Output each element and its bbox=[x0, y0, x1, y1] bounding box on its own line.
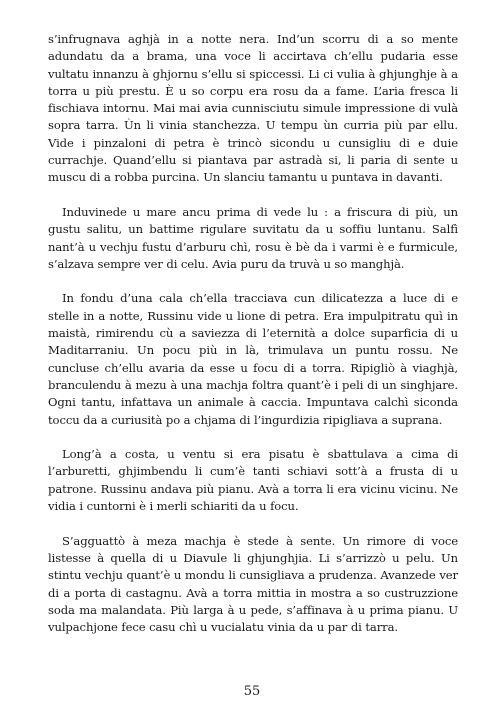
page-body bbox=[48, 31, 458, 654]
paragraph-1: s’infrugnava aghjà in a notte nera. Ind’un scorru di a so mente adundatu da a brama, una voce li accirtava ch’ellu pudaria esse vultatu innanzu à ghjornu s’ellu si spiccessi. Li ci vulia à ghjunghje à a torra u più prestu. È u so corpu era rosu da a fame. L’aria fresca li fischiava intornu. Mai mai avia cunnisciutu simule impressione di vulà sopra tarra. Ùn li vinia stanchezza. U tempu ùn curria più par ellu. Vide i pinzaloni di petra è trincò sicondu u cunsigliu di e duie currachje. Quand’ellu si piantava par astradà si, li paria di sente u muscu di a robba purcina. Un slanciu tamantu u puntava in davanti. bbox=[48, 32, 458, 185]
paragraph-5: S’agguattò à meza machja è stede à sente. Un rimore di voce listesse à quella di u Diavule li ghjunghjia. Li s’arrizzò u pelu. Un stintu vechju quant’è u mondu li cunsigliava a prudenza. Avanzede ver di a porta di castagnu. Avà a torra mittia in mostra a so custruzzione soda ma malandata. Più larga à u pede, s’affinava à u prima pianu. U vulpachjone fece casu chì u vucialatu vinia da u par di tarra. bbox=[48, 533, 458, 635]
paragraph-2: Induvinede u mare ancu prima di vede lu : a friscura di più, un gustu salitu, un battime rigulare suvitatu da u soffiu luntanu. Salfì nant’à u vechju fustu d’arburu chì, rosu è bè da i varmi è e furmicule, s’alzava sempre ver di celu. Avia puru da truvà u so manghjà. bbox=[48, 204, 458, 271]
paragraph-4: Long’à a costa, u ventu si era pisatu è sbattulava a cima di l’arburetti, ghjimbendu li cum’è tanti schiavi sott’à a frusta di u patrone. Russinu andava più pianu. Avà a torra li era vicinu vicinu. Ne vidia i cuntorni è i merli schiariti da u focu. bbox=[48, 447, 458, 514]
page-number: 55 bbox=[243, 684, 261, 699]
paragraph-3: In fondu d’una cala ch’ella tracciava cun dilicatezza a luce di e stelle in a notte, Russinu vide u lione di petra. Era impulpitratu quì in maistà, rimirendu cù a saviezza di l’eternità a dolce suparficia di u Maditarraniu. Un pocu più in là, trimulava un puntu rossu. Ne cuncluse ch’ellu avaria da esse u focu di a torra. Ripigliò à viaghjà, branculendu à mezu à una machja foltra quant’è i peli di un singhjare. Ogni tantu, infattava un animale à caccia. Impuntava calchì siconda toccu da a curiusità po a chjama di l’ingurdizia ripigliava a suprana. bbox=[48, 291, 458, 427]
